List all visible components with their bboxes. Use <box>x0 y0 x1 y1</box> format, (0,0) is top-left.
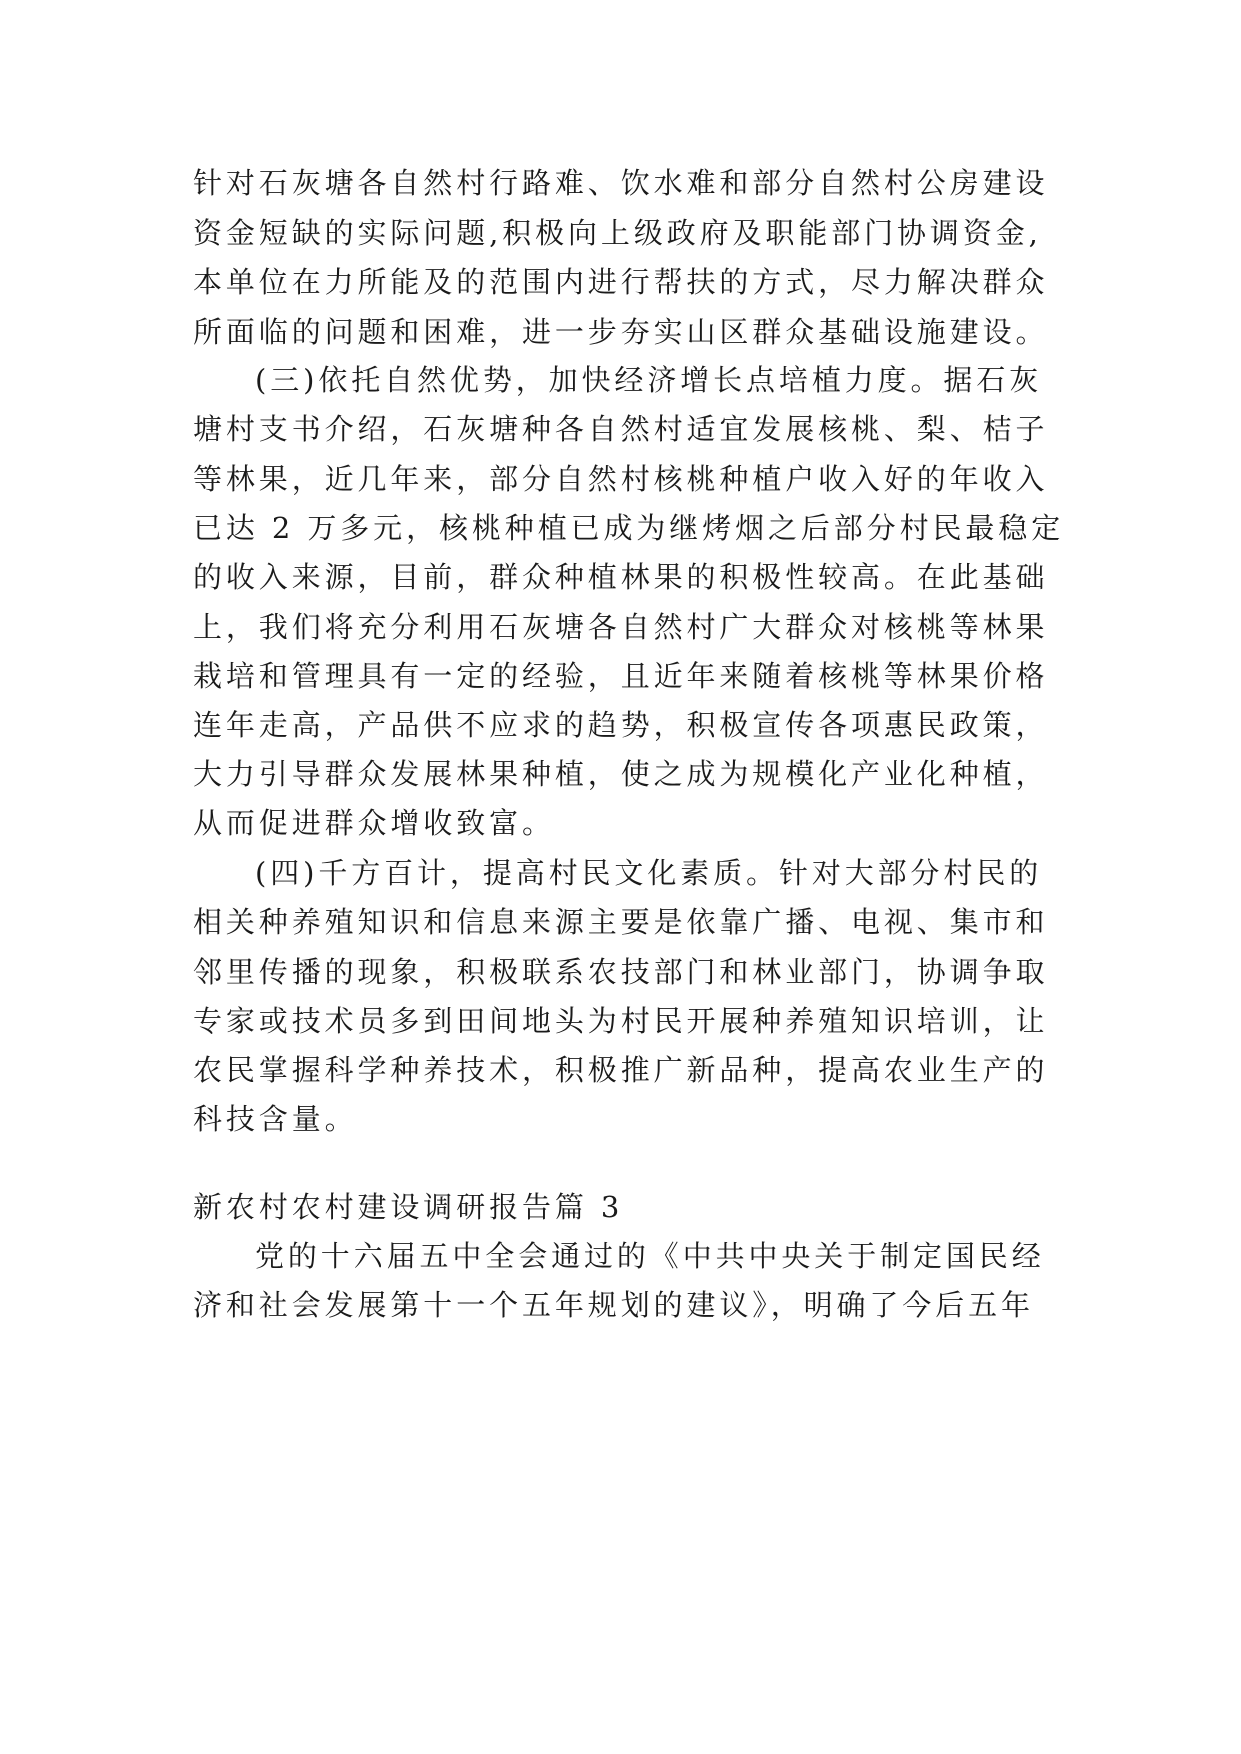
paragraph-line: 连年走高，产品供不应求的趋势，积极宣传各项惠民政策， <box>193 708 1049 742</box>
paragraph-line: 邻里传播的现象，积极联系农技部门和林业部门，协调争取 <box>193 955 1049 989</box>
paragraph-line: 塘村支书介绍，石灰塘种各自然村适宜发展核桃、梨、桔子 <box>193 412 1049 446</box>
paragraph-line: 已达 2 万多元，核桃种植已成为继烤烟之后部分村民最稳定 <box>193 511 1065 545</box>
section-heading: 新农村农村建设调研报告篇 3 <box>193 1190 624 1224</box>
paragraph-line: (四)千方百计，提高村民文化素质。针对大部分村民的 <box>255 856 1043 890</box>
paragraph-line: 的收入来源，目前，群众种植林果的积极性较高。在此基础 <box>193 560 1049 594</box>
paragraph-line: 所面临的问题和困难，进一步夯实山区群众基础设施建设。 <box>193 315 1049 349</box>
paragraph-line: 科技含量。 <box>193 1102 358 1136</box>
paragraph-line: 从而促进群众增收致富。 <box>193 806 555 840</box>
paragraph-line: 上，我们将充分利用石灰塘各自然村广大群众对核桃等林果 <box>193 610 1049 644</box>
paragraph-line: 农民掌握科学种养技术，积极推广新品种，提高农业生产的 <box>193 1053 1049 1087</box>
paragraph-line: 大力引导群众发展林果种植，使之成为规模化产业化种植， <box>193 757 1049 791</box>
paragraph-line: 针对石灰塘各自然村行路难、饮水难和部分自然村公房建设 <box>193 166 1049 200</box>
paragraph-line: 党的十六届五中全会通过的《中共中央关于制定国民经 <box>255 1239 1045 1273</box>
paragraph-line: 栽培和管理具有一定的经验，且近年来随着核桃等林果价格 <box>193 659 1049 693</box>
paragraph-line: 济和社会发展第十一个五年规划的建议》，明确了今后五年 <box>193 1288 1034 1322</box>
paragraph-line: (三)依托自然优势，加快经济增长点培植力度。据石灰 <box>255 363 1043 397</box>
paragraph-line: 相关种养殖知识和信息来源主要是依靠广播、电视、集市和 <box>193 905 1049 939</box>
paragraph-line: 等林果，近几年来，部分自然村核桃种植户收入好的年收入 <box>193 462 1049 496</box>
paragraph-line: 专家或技术员多到田间地头为村民开展种养殖知识培训，让 <box>193 1004 1049 1038</box>
paragraph-line: 资金短缺的实际问题,积极向上级政府及职能部门协调资金, <box>193 216 1042 250</box>
paragraph-line: 本单位在力所能及的范围内进行帮扶的方式，尽力解决群众 <box>193 265 1049 299</box>
